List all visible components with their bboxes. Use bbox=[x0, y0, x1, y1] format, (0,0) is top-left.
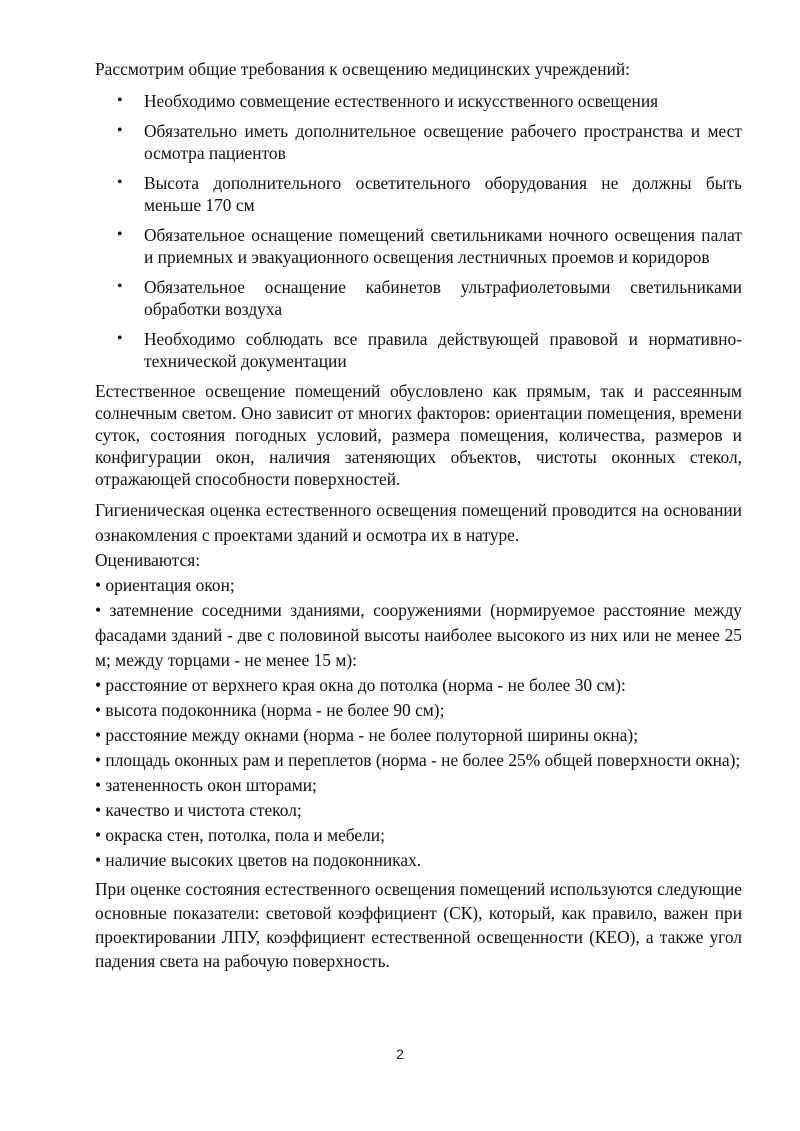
list-item: • Обязательно иметь дополнительное освещение рабочего пространства и мест осмотра пациентов bbox=[117, 121, 742, 163]
list-item: • наличие высоких цветов на подоконниках. bbox=[95, 850, 422, 870]
bullet-icon: • bbox=[117, 92, 123, 109]
evaluated-list bbox=[95, 573, 742, 873]
final-paragraph: При оценке состояния естественного освещения помещений используются следующие основные показатели: световой коэффициент (СК), который, как правило, важен при проектировании ЛПУ, коэффициент естественной освещенности (КЕО), а также угол падения света на рабочую поверхность. bbox=[95, 879, 742, 971]
list-item: • Обязательное оснащение помещений светильниками ночного освещения палат и приемных и эвакуационного освещения лестничных проемов и коридоров bbox=[117, 225, 742, 267]
list-item: • окраска стен, потолка, пола и мебели; bbox=[95, 825, 385, 845]
bullet-icon: • bbox=[117, 278, 123, 295]
list-item: • Необходимо соблюдать все правила действующей правовой и нормативно-технической документации bbox=[117, 329, 742, 371]
natural-light-paragraph: Естественное освещение помещений обусловлено как прямым, так и рассеянным солнечным светом. Оно зависит от многих факторов: ориентации помещения, времени суток, состояния погодных условий, размера помещения, количества, размеров и конфигурации окон, наличия затеняющих объектов, чистоты оконных стекол, отражающей способности поверхностей. bbox=[95, 381, 742, 489]
intro-sentence: Рассмотрим общие требования к освещению медицинских учреждений: bbox=[95, 59, 631, 79]
list-item: • затененность окон шторами; bbox=[95, 775, 317, 795]
bullet-icon: • bbox=[117, 174, 123, 191]
list-item: • расстояние между окнами (норма - не более полуторной ширины окна); bbox=[95, 725, 639, 745]
page-number: 2 bbox=[396, 1046, 404, 1062]
bullet-icon: • bbox=[117, 330, 123, 347]
bullet-icon: • bbox=[117, 122, 123, 139]
list-item: • Высота дополнительного осветительного оборудования не должны быть меньше 170 см bbox=[117, 173, 742, 215]
page-content bbox=[95, 57, 742, 973]
list-item: • Необходимо совмещение естественного и искусственного освещения bbox=[117, 91, 659, 111]
list-item: • затемнение соседними зданиями, сооружениями (нормируемое расстояние между фасадами зданий - две с половиной высоты наиболее высокого из них или не менее 25 м; между торцами - не менее 15 м): bbox=[95, 600, 742, 670]
requirements-list bbox=[95, 90, 742, 372]
list-item: • расстояние от верхнего края окна до потолка (норма - не более 30 см): bbox=[95, 675, 626, 695]
list-item: • ориентация окон; bbox=[95, 575, 235, 595]
list-item: • площадь оконных рам и переплетов (норма - не более 25% общей поверхности окна); bbox=[95, 750, 741, 770]
evaluated-label: Оцениваются: bbox=[95, 550, 201, 570]
list-item: • качество и чистота стекол; bbox=[95, 800, 302, 820]
list-item: • Обязательное оснащение кабинетов ультрафиолетовыми светильниками обработки воздуха bbox=[117, 277, 742, 319]
list-item: • высота подоконника (норма - не более 90 см); bbox=[95, 700, 445, 720]
bullet-icon: • bbox=[117, 226, 123, 243]
hygiene-paragraph: Гигиеническая оценка естественного освещения помещений проводится на основании ознакомления с проектами зданий и осмотра их в натуре. bbox=[95, 500, 742, 545]
